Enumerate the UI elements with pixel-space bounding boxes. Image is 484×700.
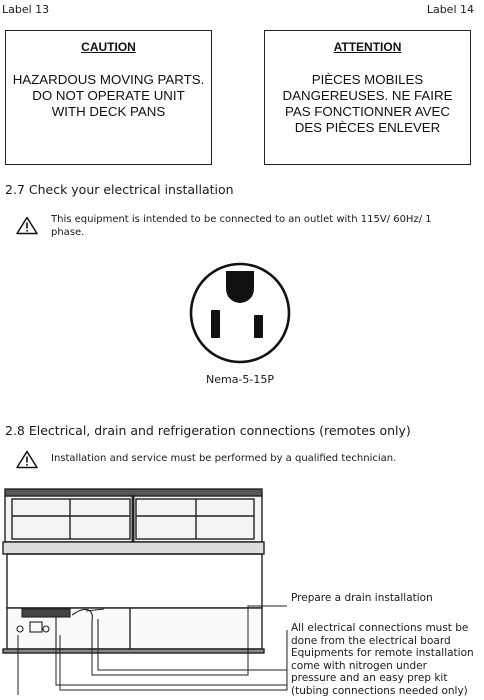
section-2-7-title: 2.7 Check your electrical installation bbox=[5, 182, 234, 197]
caution-heading: CAUTION bbox=[81, 40, 136, 54]
nema-5-15p-outlet-icon bbox=[188, 261, 292, 365]
callout-electrical: All electrical connections must be done from the electrical board Equipments for remote installation come with nitrogen under pressure and an easy prep kit (tubing connections needed only) bbox=[291, 622, 474, 697]
section-2-8-title: 2.8 Electrical, drain and refrigeration connections (remotes only) bbox=[5, 423, 411, 438]
caution-label-box bbox=[5, 30, 212, 165]
caution-body: HAZARDOUS MOVING PARTS. DO NOT OPERATE UNIT WITH DECK PANS bbox=[12, 72, 205, 119]
warning-triangle-icon bbox=[16, 216, 38, 235]
plug-caption: Nema-5-15P bbox=[205, 373, 275, 386]
attention-heading: ATTENTION bbox=[333, 40, 402, 54]
warning-triangle-icon bbox=[16, 450, 38, 469]
attention-label-box bbox=[264, 30, 471, 165]
section-2-7-note: This equipment is intended to be connected to an outlet with 115V/ 60Hz/ 1 phase. bbox=[51, 214, 432, 238]
attention-body: PIÈCES MOBILES DANGEREUSES. NE FAIRE PAS FONCTIONNER AVEC DES PIÈCES ENLEVER bbox=[282, 72, 453, 135]
callout-drain: Prepare a drain installation bbox=[291, 592, 433, 604]
label-13: Label 13 bbox=[2, 3, 50, 16]
section-2-8-note: Installation and service must be performed by a qualified technician. bbox=[51, 453, 397, 464]
label-14: Label 14 bbox=[426, 3, 474, 16]
